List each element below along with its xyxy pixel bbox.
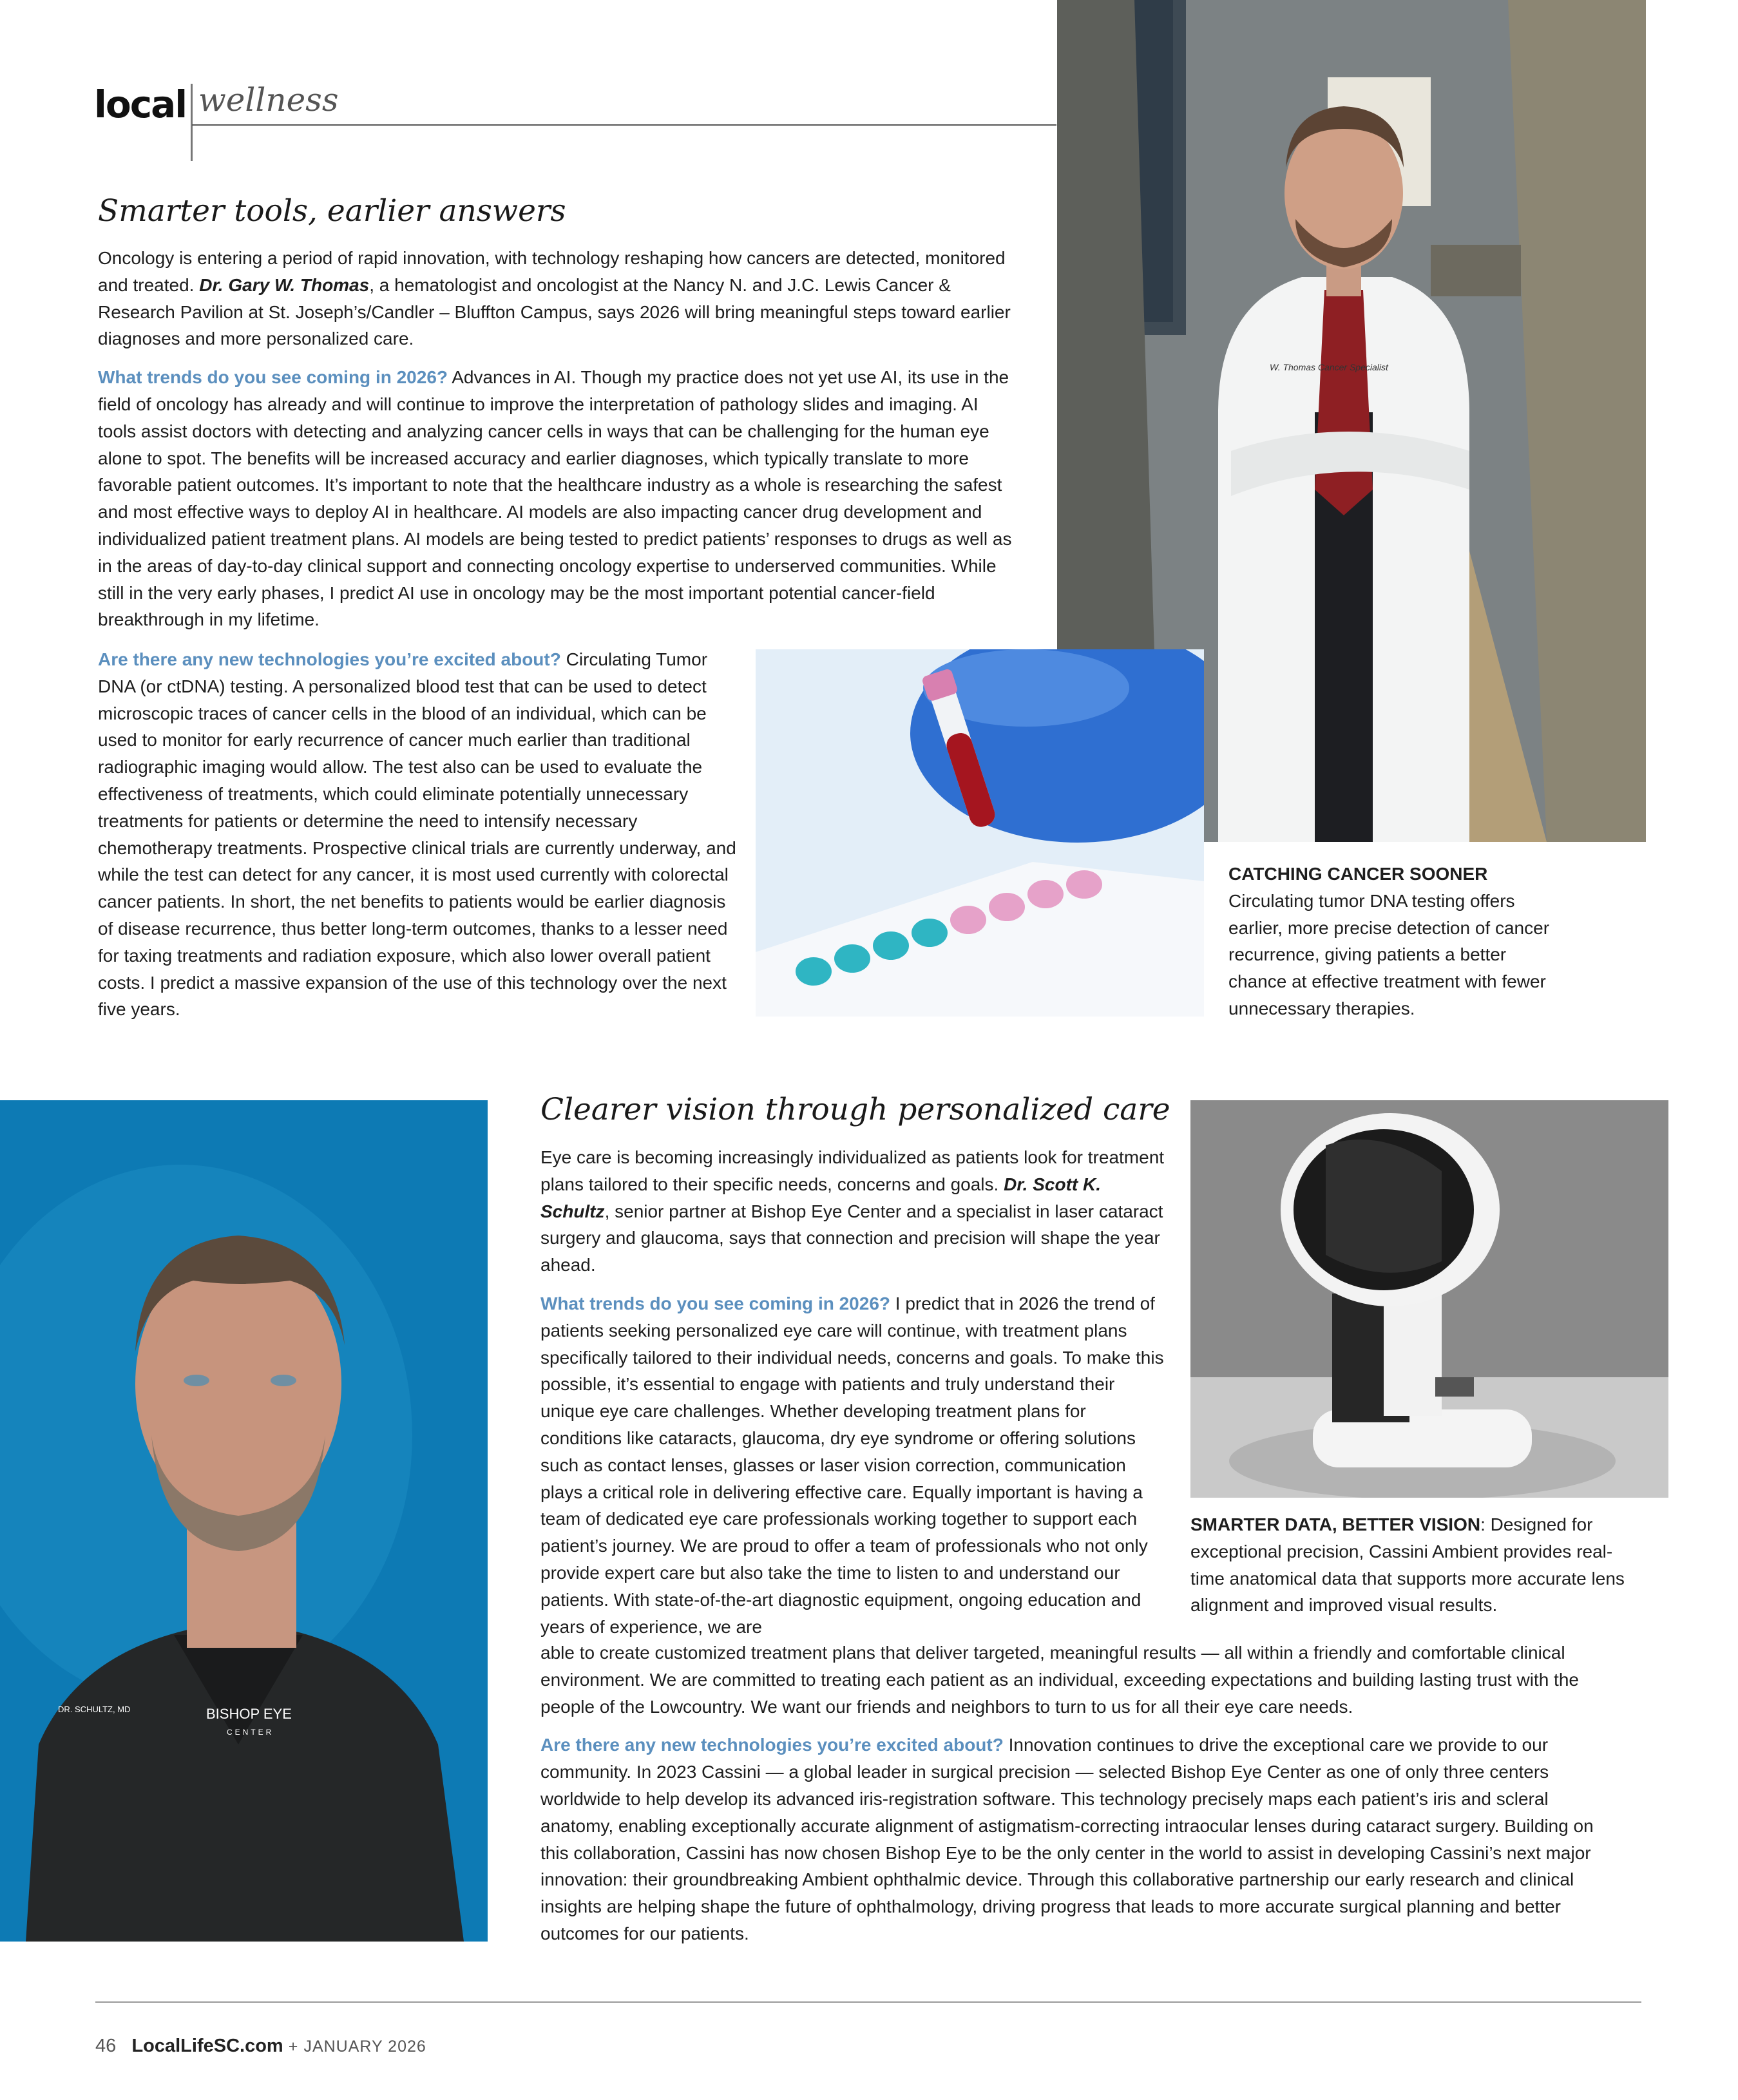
article1-body-top bbox=[98, 245, 1013, 645]
shirt-logo: BISHOP EYE bbox=[206, 1706, 292, 1722]
article2-body-narrow bbox=[540, 1144, 1165, 1652]
article1-qa1 bbox=[98, 364, 1013, 633]
article1-answer2: Circulating Tumor DNA (or ctDNA) testing. A personalized blood test that can be used to detect microscopic traces of cancer cells in the blood of an individual, which can be used to monitor for early recurrence of cancer much earlier than traditional radiographic imaging would allow. The test also can be used to evaluate the effectiveness of treatments, which could eliminate potentially unnecessary treatments for patients or determine the need to intensify necessary chemotherapy treatments. Prospective clinical trials are currently underway, and while the test can detect for any cancer, it is most used currently with colorectal cancer patients. In short, the net benefits to patients would be earlier diagnosis of disease recurrence, thus better long-term outcomes, thanks to a lesser need for taxing treatments and radiation exposure, which also lower overall patient costs. I predict a massive expansion of the use of this technology over the next five years. bbox=[98, 649, 736, 1020]
header-rule bbox=[192, 124, 1056, 126]
article2-doctor-name: Dr. Scott K. Schultz bbox=[540, 1174, 1102, 1221]
article2-answer1-cont: able to create customized treatment plans that deliver targeted, meaningful results — all within a friendly and comfortable clinical environment. We are committed to treating each patient as an individual, exceeding expectations and building lasting trust with the people of the Lowcountry. We want our friends and neighbors to turn to us for all their eye care needs. bbox=[540, 1643, 1579, 1717]
shirt-logo-sub: CENTER bbox=[227, 1728, 274, 1737]
article1-intro: Oncology is entering a period of rapid innovation, with technology reshaping how cancers are detected, monitored and treated. Dr. Gary W. Thomas, a hematologist and oncologist at the Nancy N. and J.C. Lewis Cancer & Research Pavilion at St. Joseph’s/Candler – Bluffton Campus, says 2026 will bring meaningful steps toward earlier diagnoses and more personalized care. bbox=[98, 248, 1011, 349]
site-link[interactable]: LocalLifeSC.com bbox=[131, 2036, 283, 2056]
caption-vision-text: : Designed for exceptional precision, Cassini Ambient provides real-time anatomical data that supports more accurate lens alignment and improved visual results. bbox=[1190, 1514, 1625, 1616]
article1-question1: What trends do you see coming in 2026? bbox=[98, 367, 448, 388]
page-number: 46 bbox=[95, 2036, 117, 2056]
article2-intro: Eye care is becoming increasingly individualized as patients look for treatment plans tailored to their specific needs, concerns and goals. Dr. Scott K. Schultz, senior partner at Bishop Eye Center and a specialist in laser cataract surgery and glaucoma, says that connection and precision will shape the year ahead. bbox=[540, 1147, 1165, 1275]
article1-title: Smarter tools, earlier answers bbox=[98, 193, 566, 229]
blood-test-photo bbox=[756, 649, 1204, 1017]
shirt-name: DR. SCHULTZ, MD bbox=[58, 1704, 131, 1714]
footer-rule bbox=[95, 2001, 1641, 2003]
caption-vision bbox=[1190, 1511, 1641, 1619]
article1-answer1: Advances in AI. Though my practice does not yet use AI, its use in the field of oncology has already and will continue to improve the interpretation of pathology slides and imaging. AI tools assist doctors with detecting and analyzing cancer cells in ways that can be challenging for the human eye alone to spot. The benefits will be increased accuracy and earlier diagnoses, which typically translate to more favorable patient outcomes. It’s important to note that the healthcare industry as a whole is researching the safest and most effective ways to deploy AI in healthcare. AI models are also impacting cancer drug development and individualized patient treatment plans. AI models are being tested to predict patients’ responses to drugs as well as in the areas of day-to-day clinical support and connecting oncology expertise to underserved communities. While still in the very early phases, I predict AI use in oncology may be the most important potential cancer-field breakthrough in my lifetime. bbox=[98, 367, 1012, 630]
article2-answer1: I predict that in 2026 the trend of patients seeking personalized eye care will continue, with treatment plans specifically tailored to their individual needs, concerns and goals. To make this possible, it’s essential to engage with patients and truly understand their unique eye care challenges. Whether developing treatment plans for conditions like cataracts, glaucoma, dry eye syndrome or offering solutions such as contact lenses, glasses or laser vision correction, communication plays a critical role in delivering effective care. Equally important is having a team of dedicated eye care professionals working together to support each patient’s journey. We are proud to offer a team of professionals who not only provide expert care but also take the time to listen to and understand our patients. With state-of-the-art diagnostic equipment, ongoing education and years of experience, we are bbox=[540, 1293, 1164, 1637]
coat-embroidery: W. Thomas Cancer Specialist bbox=[1270, 362, 1388, 372]
issue-date: JANUARY 2026 bbox=[303, 2038, 426, 2056]
cassini-device-photo bbox=[1190, 1100, 1668, 1498]
article1-question2: Are there any new technologies you’re excited about? bbox=[98, 649, 561, 669]
caption-vision-title: SMARTER DATA, BETTER VISION bbox=[1190, 1514, 1481, 1534]
article2-qa1 bbox=[540, 1290, 1165, 1640]
article1-doctor-name: Dr. Gary W. Thomas bbox=[199, 274, 370, 295]
article2-qa2 bbox=[540, 1732, 1597, 1947]
article1-qa2 bbox=[98, 646, 742, 1023]
footer-separator: + bbox=[288, 2038, 299, 2056]
article2-title: Clearer vision through personalized care bbox=[540, 1092, 1170, 1127]
article2-body-wide bbox=[540, 1639, 1597, 1959]
header-divider bbox=[191, 84, 193, 161]
section-name: wellness bbox=[198, 81, 339, 119]
eye-doctor-photo bbox=[0, 1100, 488, 1942]
caption-cancer-text: Circulating tumor DNA testing offers earlier, more precise detection of cancer recurrence, giving patients a better chance at effective treatment with fewer unnecessary therapies. bbox=[1228, 890, 1550, 1018]
caption-cancer bbox=[1228, 861, 1563, 1022]
article1-body-bottom bbox=[98, 646, 742, 1035]
article2-answer2: Innovation continues to drive the exceptional care we provide to our community. In 2023 Cassini — a global leader in surgical precision — selected Bishop Eye Center as one of only three centers worldwide to help develop its advanced iris-registration software. This technology precisely maps each patient’s iris and scleral anatomy, enabling exceptionally accurate alignment of astigmatism-correcting intraocular lenses during cataract surgery. Building on this collaboration, Cassini has now chosen Bishop Eye to be the only center in the world to assist in developing Cassini’s next major innovation: their groundbreaking Ambient ophthalmic device. Through this collaborative partnership our early research and clinical insights are helping shape the future of ophthalmology, driving progress that leads to more accurate surgical planning and better outcomes for our patients. bbox=[540, 1735, 1594, 1943]
page-footer bbox=[95, 2036, 426, 2057]
article2-question2: Are there any new technologies you’re excited about? bbox=[540, 1735, 1004, 1755]
caption-cancer-title: CATCHING CANCER SOONER bbox=[1228, 864, 1488, 884]
magazine-logo: local bbox=[94, 82, 187, 126]
article2-question1: What trends do you see coming in 2026? bbox=[540, 1293, 890, 1313]
